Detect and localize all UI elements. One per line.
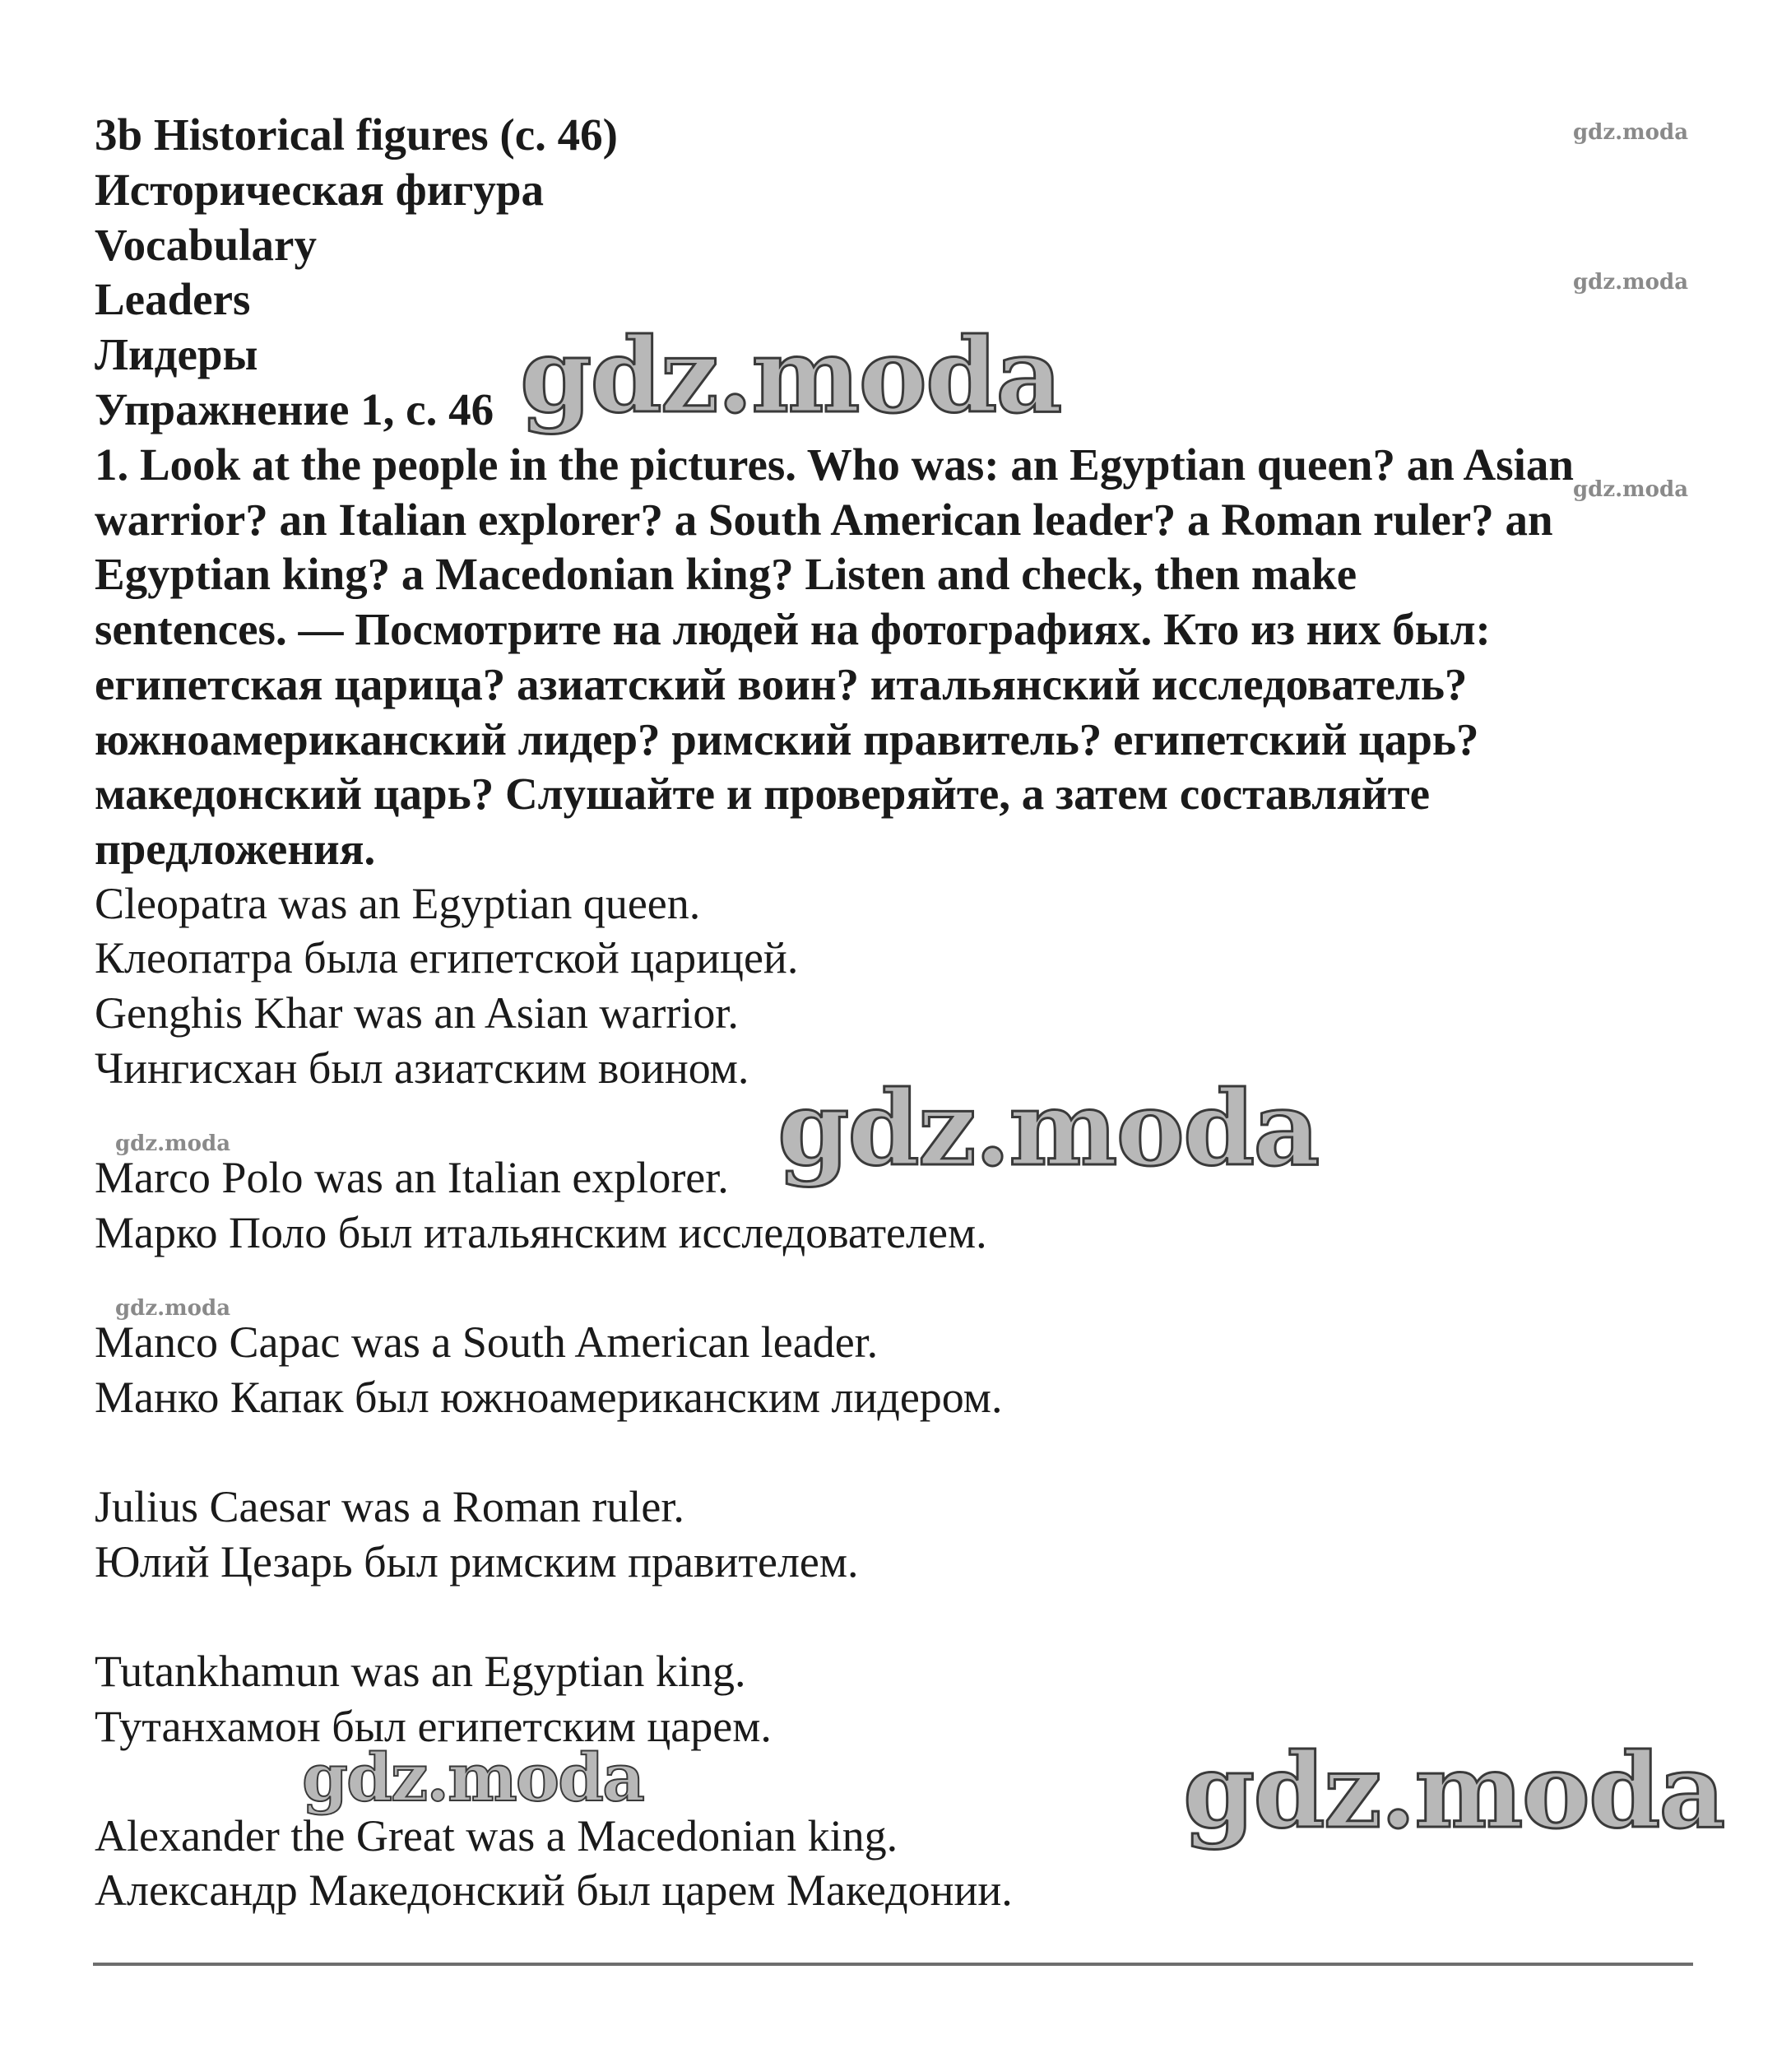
answer-en: Tutankhamun was an Egyptian king. xyxy=(95,1647,746,1696)
answer-ru: Тутанхамон был египетским царем. xyxy=(95,1702,772,1751)
task-line: Egyptian king? a Macedonian king? Listen and check, then make xyxy=(95,549,1357,599)
exercise-heading: Упражнение 1, с. 46 xyxy=(95,384,494,434)
answer-ru: Марко Поло был итальянским исследователем. xyxy=(95,1208,987,1257)
watermark-large: gdz.moda xyxy=(302,1739,643,1816)
task-line: warrior? an Italian explorer? a South American leader? a Roman ruler? an xyxy=(95,495,1553,545)
answer-en: Cleopatra was an Egyptian queen. xyxy=(95,879,701,928)
leaders-heading: Leaders xyxy=(95,274,251,324)
leaders-heading-ru: Лидеры xyxy=(95,329,258,379)
watermark-small: gdz.moda xyxy=(1573,270,1689,295)
task-line: предложения. xyxy=(95,824,376,874)
task-line: македонский царь? Слушайте и проверяйте, а затем составляйте xyxy=(95,769,1431,819)
answer-en: Julius Caesar was a Roman ruler. xyxy=(95,1482,684,1531)
watermark-small: gdz.moda xyxy=(1573,477,1689,502)
vocabulary-heading: Vocabulary xyxy=(95,220,317,270)
answer-ru: Александр Македонский был царем Македонии. xyxy=(95,1865,1013,1915)
watermark-small: gdz.moda xyxy=(1573,120,1689,145)
watermark-small: gdz.moda xyxy=(115,1296,231,1321)
watermark-large: gdz.moda xyxy=(777,1069,1319,1189)
answer-en: Manco Capac was a South American leader. xyxy=(95,1317,879,1367)
answer-en: Marco Polo was an Italian explorer. xyxy=(95,1153,729,1202)
answer-ru: Чингисхан был азиатским воином. xyxy=(95,1043,749,1093)
task-line: 1. Look at the people in the pictures. Who was: an Egyptian queen? an Asian xyxy=(95,439,1575,490)
answer-ru: Клеопатра была египетской царицей. xyxy=(95,933,799,983)
task-line: южноамериканский лидер? римский правитель? египетский царь? xyxy=(95,714,1479,764)
watermark-small: gdz.moda xyxy=(115,1131,231,1156)
answer-ru: Манко Капак был южноамериканским лидером. xyxy=(95,1373,1003,1422)
task-line: египетская царица? азиатский воин? итальянский исследователь? xyxy=(95,659,1468,709)
section-title-ru: Историческая фигура xyxy=(95,165,544,215)
watermark-large: gdz.moda xyxy=(520,316,1061,436)
answer-en: Genghis Khar was an Asian warrior. xyxy=(95,988,739,1038)
answer-en: Alexander the Great was a Macedonian king. xyxy=(95,1811,898,1861)
task-line: sentences. — Посмотрите на людей на фотографиях. Кто из них был: xyxy=(95,604,1491,654)
answer-ru: Юлий Цезарь был римским правителем. xyxy=(95,1537,859,1587)
bottom-divider xyxy=(93,1963,1693,1966)
section-title: 3b Historical figures (с. 46) xyxy=(95,109,618,160)
watermark-large: gdz.moda xyxy=(1183,1731,1724,1851)
